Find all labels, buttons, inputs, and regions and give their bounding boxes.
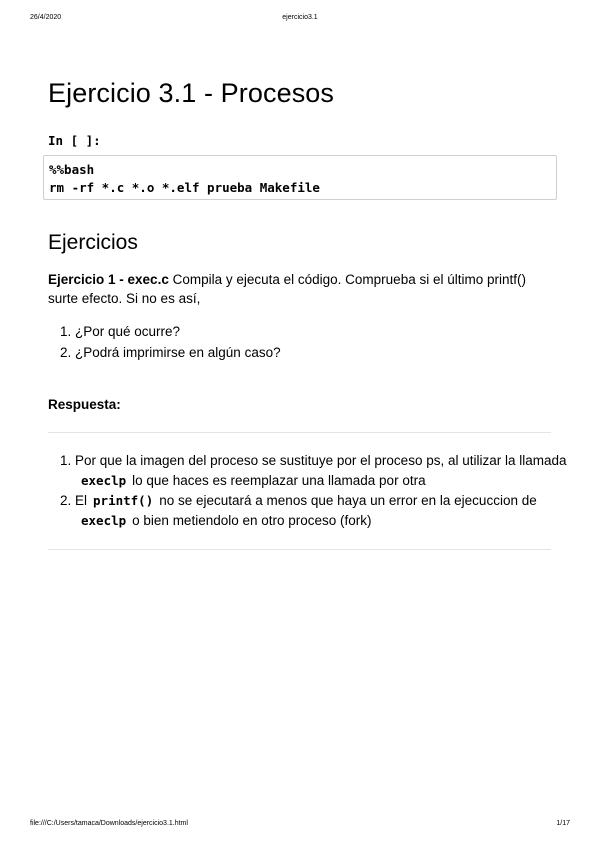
answer-text: no se ejecutará a menos que haya un error en la ejecuccion de <box>159 493 537 508</box>
list-item <box>75 491 585 531</box>
print-footer <box>30 820 570 832</box>
inline-code: execlp <box>81 473 127 488</box>
divider <box>48 432 551 433</box>
page-counter: 1/17 <box>556 820 570 827</box>
code-line: rm -rf *.c *.o *.elf prueba Makefile <box>49 180 320 195</box>
answer-list <box>48 451 585 531</box>
code-cell[interactable] <box>43 155 557 200</box>
inline-code: printf() <box>93 493 154 508</box>
print-url: file:///C:/Users/tamaca/Downloads/ejercicio3.1.html <box>30 820 188 827</box>
list-item <box>75 451 585 491</box>
list-item: 1. ¿Por qué ocurre? <box>75 321 281 342</box>
answer-text: o bien metiendolo en otro proceso (fork) <box>132 513 372 528</box>
answer-text: Por que la imagen del proceso se sustituye por el proceso ps, al utilizar la llamada <box>75 453 567 468</box>
print-header <box>30 14 570 26</box>
code-line: %%bash <box>49 162 95 177</box>
answer-text: El <box>75 493 88 508</box>
list-item: 2. ¿Podrá imprimirse en algún caso? <box>75 342 281 363</box>
divider <box>48 549 551 550</box>
print-date: 26/4/2020 <box>30 14 62 21</box>
question-list <box>48 321 281 363</box>
inline-code: execlp <box>81 513 127 528</box>
answer-text: lo que haces es reemplazar una llamada por otra <box>132 473 426 488</box>
print-title: ejercicio3.1 <box>282 14 318 21</box>
section-heading: Ejercicios <box>48 231 138 254</box>
answer-heading: Respuesta: <box>48 397 121 412</box>
cell-prompt: In [ ]: <box>48 133 101 148</box>
page-title: Ejercicio 3.1 - Procesos <box>48 78 335 108</box>
exercise-label: Ejercicio 1 - exec.c <box>48 272 169 287</box>
exercise-text: Compila y ejecuta el código. Comprueba si el último printf() surte efecto. Si no es así, <box>48 272 526 306</box>
exercise-paragraph <box>48 270 548 308</box>
